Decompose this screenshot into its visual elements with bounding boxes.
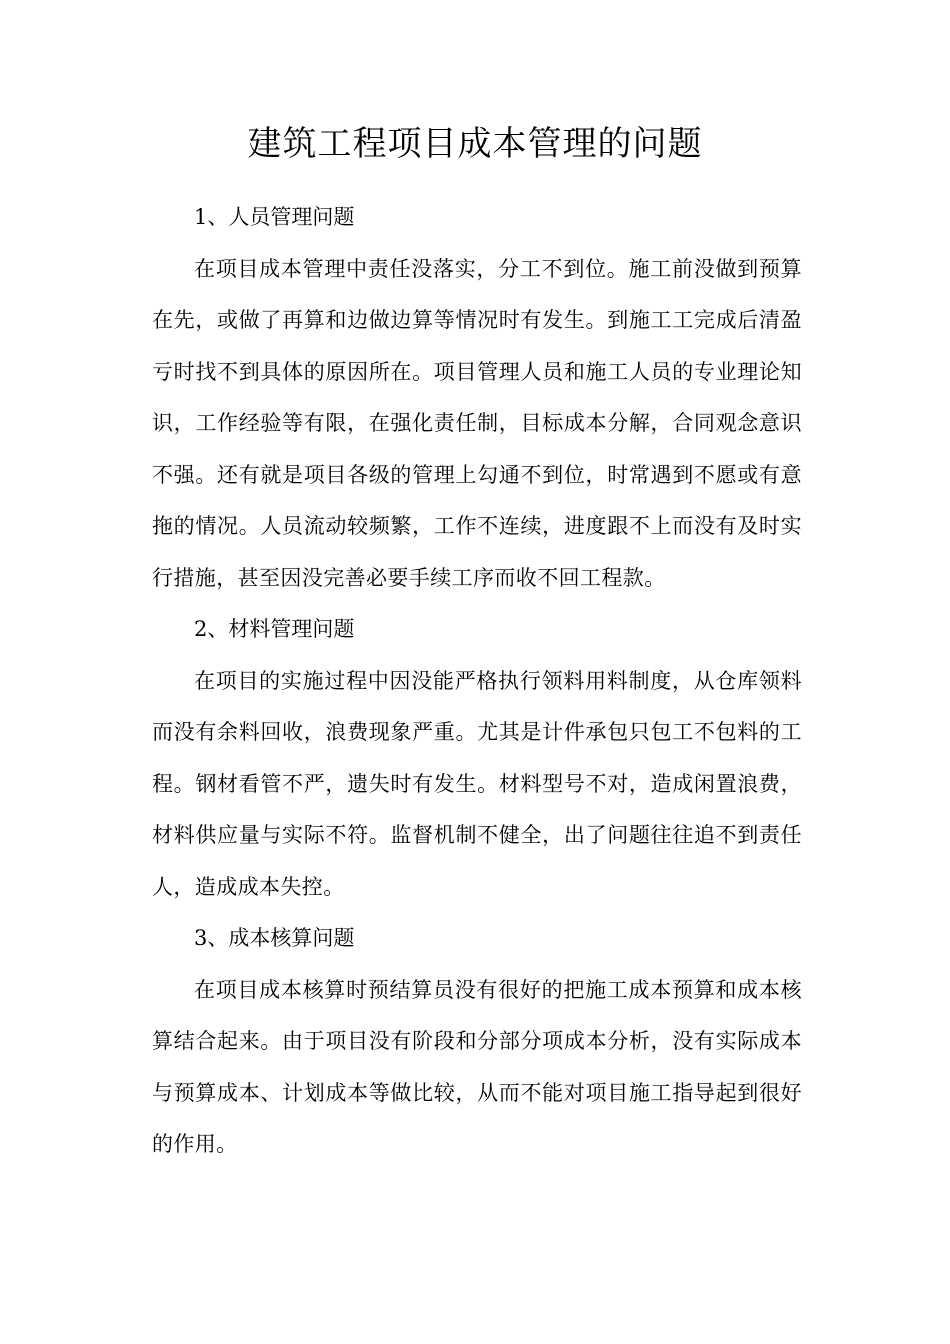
section-personnel-management bbox=[152, 192, 802, 604]
section-paragraph: 在项目成本核算时预结算员没有很好的把施工成本预算和成本核算结合起来。由于项目没有阶段和分部分项成本分析，没有实际成本与预算成本、计划成本等做比较，从而不能对项目施工指导起到很好的作用。 bbox=[152, 977, 802, 1156]
section-heading: 3、成本核算问题 bbox=[194, 926, 355, 950]
section-paragraph: 在项目的实施过程中因没能严格执行领料用料制度，从仓库领料而没有余料回收，浪费现象严重。尤其是计件承包只包工不包料的工程。钢材看管不严，遗失时有发生。材料型号不对，造成闲置浪费，材料供应量与实际不符。监督机制不健全，出了问题往往追不到责任人，造成成本失控。 bbox=[152, 668, 802, 899]
section-paragraph: 在项目成本管理中责任没落实，分工不到位。施工前没做到预算在先，或做了再算和边做边算等情况时有发生。到施工工完成后清盈亏时找不到具体的原因所在。项目管理人员和施工人员的专业理论知识，工作经验等有限，在强化责任制，目标成本分解，合同观念意识不强。还有就是项目各级的管理上勾通不到位，时常遇到不愿或有意拖的情况。人员流动较频繁，工作不连续，进度跟不上而没有及时实行措施，甚至因没完善必要手续工序而收不回工程款。 bbox=[152, 256, 802, 590]
section-heading: 1、人员管理问题 bbox=[194, 205, 355, 229]
section-heading: 2、材料管理问题 bbox=[194, 617, 355, 641]
document-title: 建筑工程项目成本管理的问题 bbox=[247, 124, 703, 164]
section-cost-accounting bbox=[152, 913, 802, 1171]
document-body bbox=[152, 192, 802, 1171]
section-material-management bbox=[152, 604, 802, 913]
